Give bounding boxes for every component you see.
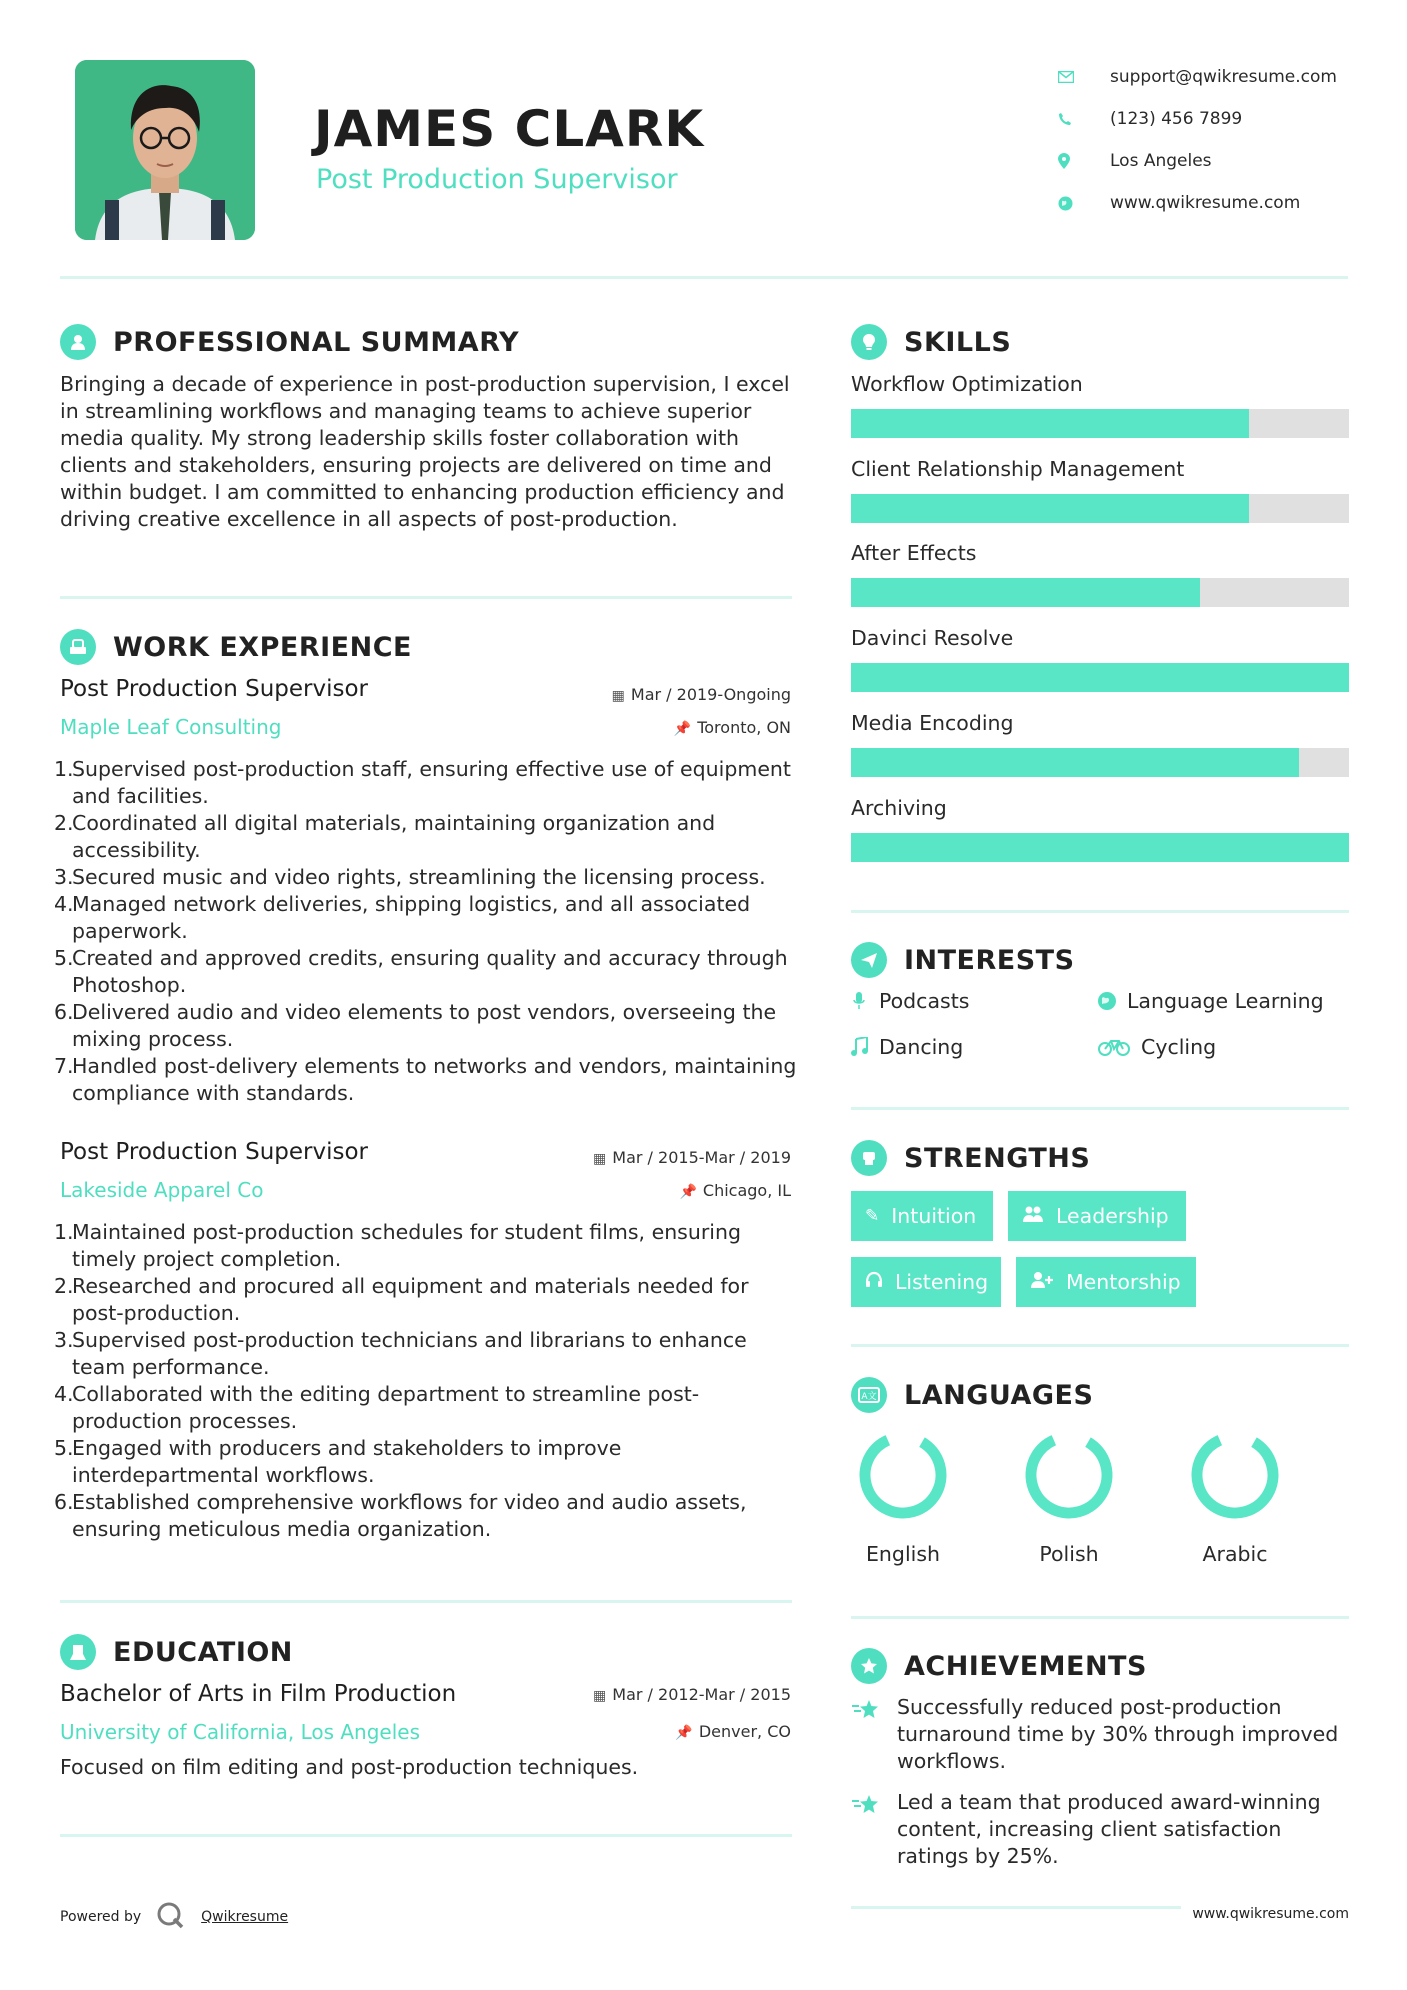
pushpin-icon: 📌 [679, 1184, 697, 1200]
star-icon [851, 1648, 887, 1684]
language-ring-arc [1190, 1430, 1280, 1520]
globe-icon [1097, 991, 1117, 1011]
job-2-list [54, 1219, 799, 1543]
achievements-heading: ACHIEVEMENTS [851, 1648, 1147, 1684]
education-school[interactable]: University of California, Los Angeles [60, 1720, 421, 1744]
skill-bar [851, 748, 1349, 777]
strengths-heading: STRENGTHS [851, 1140, 1090, 1176]
summary-divider [60, 596, 792, 599]
list-item: 4. Collaborated with the editing department to streamline post-production processes. [54, 1382, 700, 1433]
language-name: English [865, 1542, 941, 1566]
profile-photo [75, 60, 255, 240]
header-divider [60, 276, 1348, 279]
headphones-icon [865, 1271, 883, 1294]
user-plus-icon [1030, 1271, 1054, 1294]
language-name: Arabic [1202, 1542, 1268, 1566]
list-item: 6. Established comprehensive workflows for video and audio assets, ensuring meticulous media organization. [54, 1490, 747, 1541]
list-item: 7. Handled post-delivery elements to networks and vendors, maintaining compliance with standards. [54, 1054, 797, 1105]
education-description: Focused on film editing and post-production techniques. [60, 1755, 639, 1779]
list-item: 5. Engaged with producers and stakeholders to improve interdepartmental workflows. [54, 1436, 622, 1487]
strength-intuition: ✎ Intuition [851, 1191, 993, 1241]
languages-heading: A文 LANGUAGES [851, 1377, 1093, 1413]
language-ring [858, 1430, 948, 1520]
strength-listening: Listening [851, 1257, 1001, 1307]
microphone-icon [849, 991, 869, 1011]
job-2-location: 📌 Chicago, IL [679, 1181, 791, 1200]
education-location: 📌 Denver, CO [675, 1722, 791, 1741]
education-degree: Bachelor of Arts in Film Production [60, 1681, 457, 1707]
skill-name: After Effects [851, 541, 977, 566]
language-ring-arc [858, 1430, 948, 1520]
user-icon [60, 324, 96, 360]
skill-bar [851, 494, 1349, 523]
summary-heading: PROFESSIONAL SUMMARY [60, 324, 519, 360]
strengths-divider [851, 1344, 1349, 1347]
skill-bar [851, 578, 1349, 607]
skill-bar-fill [851, 748, 1299, 777]
contact-location: Los Angeles [1058, 140, 1388, 182]
job-2-company[interactable]: Lakeside Apparel Co [60, 1178, 264, 1202]
skills-heading: SKILLS [851, 324, 1011, 360]
music-note-icon [849, 1037, 869, 1057]
languages-divider [851, 1616, 1349, 1619]
job-1-date: ▦ Mar / 2019-Ongoing [611, 685, 791, 704]
phone-icon [1058, 109, 1090, 129]
skill-bar-fill [851, 663, 1349, 692]
magic-wand-icon: ✎ [865, 1206, 880, 1226]
candidate-name: JAMES CLARK [314, 100, 705, 158]
list-item: 4. Managed network deliveries, shipping logistics, and all associated paperwork. [54, 892, 751, 943]
language-ring-arc [1024, 1430, 1114, 1520]
education-date: ▦ Mar / 2012-Mar / 2015 [593, 1685, 791, 1704]
list-item: 5. Created and approved credits, ensuring quality and accuracy through Photoshop. [54, 946, 788, 997]
achievements-divider [851, 1906, 1181, 1909]
contact-list [1058, 56, 1388, 224]
briefcase-icon [60, 629, 96, 665]
contact-website[interactable]: www.qwikresume.com [1058, 182, 1388, 224]
candidate-title: Post Production Supervisor [316, 164, 678, 195]
qwikresume-link[interactable]: Qwikresume [201, 1909, 289, 1925]
job-2-title: Post Production Supervisor [60, 1139, 369, 1165]
fist-icon [851, 1140, 887, 1176]
footer-website[interactable]: www.qwikresume.com [1192, 1906, 1349, 1922]
calendar-icon: ▦ [593, 1151, 607, 1167]
job-1-company[interactable]: Maple Leaf Consulting [60, 715, 282, 739]
pushpin-icon: 📌 [675, 1725, 693, 1741]
education-divider [60, 1834, 792, 1837]
interest-cycling: Cycling [1097, 1035, 1216, 1059]
language-name: Polish [1039, 1542, 1099, 1566]
list-item: 1. Maintained post-production schedules for student films, ensuring timely project completion. [54, 1220, 741, 1271]
list-item: 2. Researched and procured all equipment and materials needed for post-production. [54, 1274, 749, 1325]
achievement-2: Led a team that produced award-winning content, increasing client satisfaction ratings by 25%. [851, 1789, 1351, 1870]
work-heading: WORK EXPERIENCE [60, 629, 412, 665]
list-item: 1. Supervised post-production staff, ensuring effective use of equipment and facilities. [54, 757, 791, 808]
language-card-icon [851, 1377, 887, 1413]
language-ring [1190, 1430, 1280, 1520]
globe-icon [1058, 193, 1090, 213]
list-item: 3. Supervised post-production technicians and librarians to enhance team performance. [54, 1328, 747, 1379]
education-heading: EDUCATION [60, 1634, 293, 1670]
lightbulb-icon [851, 324, 887, 360]
footer-powered-by: Powered by Qwikresume [60, 1900, 288, 1934]
interests-divider [851, 1107, 1349, 1110]
calendar-icon: ▦ [611, 688, 625, 704]
interests-heading: INTERESTS [851, 942, 1075, 978]
contact-phone[interactable]: (123) 456 7899 [1058, 98, 1388, 140]
job-2-date: ▦ Mar / 2015-Mar / 2019 [593, 1148, 791, 1167]
job-1-title: Post Production Supervisor [60, 676, 369, 702]
list-item: 3. Secured music and video rights, streamlining the licensing process. [54, 865, 766, 889]
skill-name: Workflow Optimization [851, 372, 1083, 396]
skill-name: Davinci Resolve [851, 626, 1014, 651]
paper-plane-icon [851, 942, 887, 978]
skill-bar [851, 833, 1349, 862]
job-1-location: 📌 Toronto, ON [673, 718, 791, 737]
strength-mentorship: Mentorship [1016, 1257, 1196, 1307]
skill-bar-fill [851, 833, 1349, 862]
summary-text: Bringing a decade of experience in post-production supervision, I excel in streamlining workflows and managing teams to achieve superior media quality. My strong leadership skills foster collaboration with clients and stakeholders, ensuring projects are delivered on time and within budget. I am committed to enhancing production efficiency and driving creative excellence in all aspects of post-production. [60, 372, 790, 531]
skill-bar-fill [851, 578, 1200, 607]
job-1-list [54, 756, 799, 1107]
contact-email[interactable]: support@qwikresume.com [1058, 56, 1388, 98]
skill-bar-fill [851, 494, 1249, 523]
skill-bar [851, 409, 1349, 438]
skill-name: Client Relationship Management [851, 456, 1185, 481]
qwikresume-logo-icon [155, 1900, 185, 1934]
map-pin-icon [1058, 151, 1090, 171]
skill-bar [851, 663, 1349, 692]
list-item: 6. Delivered audio and video elements to post vendors, overseeing the mixing process. [54, 1000, 777, 1051]
users-icon [1022, 1205, 1044, 1228]
envelope-icon [1058, 67, 1090, 87]
interest-language-learning: Language Learning [1097, 989, 1324, 1013]
bicycle-icon [1097, 1038, 1131, 1056]
list-item: 2. Coordinated all digital materials, maintaining organization and accessibility. [54, 811, 716, 862]
work-divider [60, 1600, 792, 1603]
interest-dancing: Dancing [849, 1035, 963, 1059]
svg-text:A文: A文 [861, 1392, 877, 1402]
calendar-icon: ▦ [593, 1688, 607, 1704]
star-icon [851, 1793, 881, 1870]
interest-podcasts: Podcasts [849, 989, 969, 1013]
skill-name: Media Encoding [851, 710, 1014, 735]
pushpin-icon: 📌 [673, 721, 692, 737]
strength-leadership: Leadership [1008, 1191, 1186, 1241]
graduate-icon [60, 1634, 96, 1670]
achievement-1: Successfully reduced post-production turnaround time by 30% through improved workflows. [851, 1694, 1351, 1775]
skill-name: Archiving [851, 795, 947, 820]
skill-bar-fill [851, 409, 1249, 438]
language-ring [1024, 1430, 1114, 1520]
skills-divider [851, 910, 1349, 913]
star-icon [851, 1698, 881, 1775]
